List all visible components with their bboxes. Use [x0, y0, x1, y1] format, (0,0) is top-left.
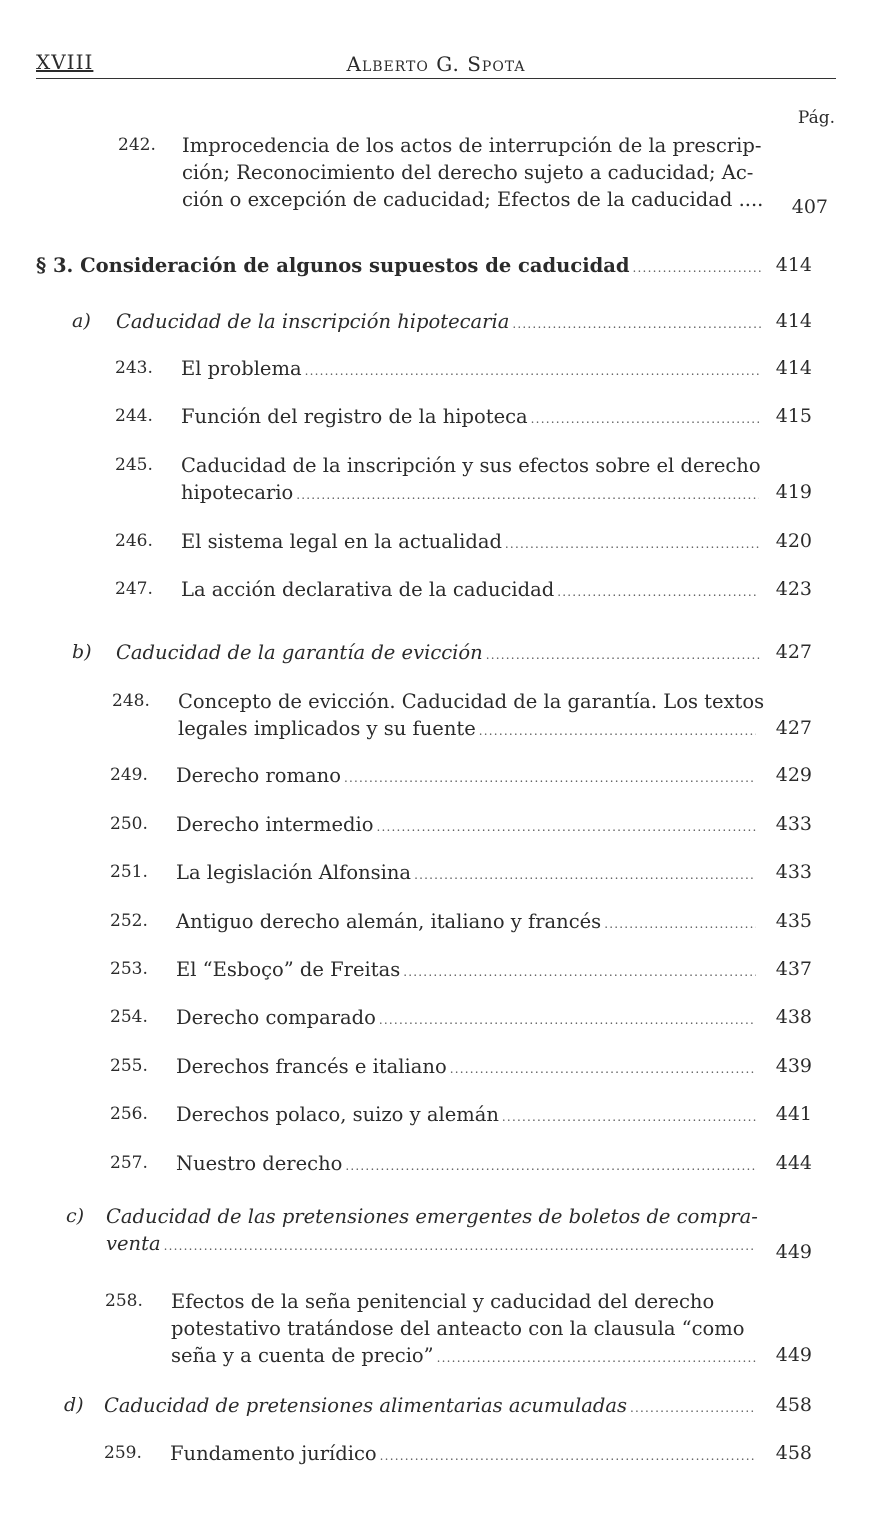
leader-dots: [630, 1395, 754, 1422]
entry-number: 255.: [110, 1056, 148, 1076]
entry-page: 458: [775, 1394, 812, 1416]
entry-line: Improcedencia de los actos de interrupción de la prescrip-: [182, 134, 762, 157]
entry-page: 449: [775, 1241, 812, 1263]
entry-title: Función del registro de la hipoteca: [181, 405, 528, 428]
entry-page: 441: [775, 1103, 812, 1125]
entry-page: 439: [775, 1055, 812, 1077]
entry-page: 429: [775, 764, 812, 786]
entry-title: El “Esboço” de Freitas: [176, 958, 401, 981]
leader-dots: [345, 1153, 756, 1180]
leader-dots: [379, 1007, 756, 1034]
entry-title: El problema: [181, 357, 302, 380]
entry-line: legales implicados y su fuente: [178, 717, 476, 740]
entry-title: Derecho intermedio: [176, 813, 374, 836]
entry-page: 437: [775, 958, 812, 980]
entry-line: Efectos de la seña penitencial y caducidad del derecho: [171, 1290, 715, 1313]
leader-dots: [450, 1056, 756, 1083]
entry-page: 435: [775, 910, 812, 932]
entry-page: 415: [775, 405, 812, 427]
section-title: § 3. Consideración de algunos supuestos de caducidad: [36, 254, 630, 277]
entry-letter: b): [72, 641, 92, 663]
leader-dots: [403, 959, 756, 986]
entry-title: El sistema legal en la actualidad: [181, 530, 502, 553]
entry-line: seña y a cuenta de precio”: [171, 1344, 434, 1367]
entry-title: Fundamento jurídico: [170, 1442, 377, 1465]
leader-dots: [604, 911, 756, 938]
leader-dots: [512, 311, 762, 338]
entry-title: Derecho romano: [176, 764, 341, 787]
entry-line: hipotecario: [181, 481, 294, 504]
leader-dots: [296, 482, 759, 509]
entry-number: 254.: [110, 1007, 148, 1027]
folio: XVIII: [36, 50, 94, 74]
leader-dots: [531, 406, 759, 433]
entry-letter: a): [72, 310, 91, 332]
entry-line: venta: [106, 1232, 161, 1255]
page-header: [36, 50, 836, 82]
leader-dots: [380, 1443, 756, 1470]
entry-title: Derechos francés e italiano: [176, 1055, 447, 1078]
leader-dots: [486, 642, 762, 669]
entry-page: 419: [775, 481, 812, 503]
entry-number: 259.: [104, 1443, 142, 1463]
entry-number: 245.: [115, 455, 153, 475]
entry-line: ción; Reconocimiento del derecho sujeto a caducidad; Ac-: [182, 161, 754, 184]
subsection-title: Caducidad de la inscripción hipotecaria: [116, 310, 510, 333]
leader-dots: [376, 814, 756, 841]
entry-number: 242.: [118, 135, 156, 155]
entry-page: 458: [775, 1442, 812, 1464]
entry-page: 423: [775, 578, 812, 600]
entry-title: Nuestro derecho: [176, 1152, 343, 1175]
entry-number: 249.: [110, 765, 148, 785]
entry-number: 247.: [115, 579, 153, 599]
entry-page: 420: [775, 530, 812, 552]
entry-page: 433: [775, 813, 812, 835]
entry-page: 449: [775, 1344, 812, 1366]
entry-page: 407: [791, 196, 828, 218]
entry-number: 244.: [115, 406, 153, 426]
subsection-title: Caducidad de pretensiones alimentarias acumuladas: [104, 1394, 627, 1417]
leader-dots: [633, 255, 762, 282]
entry-page: 414: [775, 310, 812, 332]
toc-section-3: [36, 252, 836, 282]
leader-dots: [414, 862, 756, 889]
entry-title: Antiguo derecho alemán, italiano y francés: [176, 910, 602, 933]
entry-number: 246.: [115, 531, 153, 551]
entry-title: Derechos polaco, suizo y alemán: [176, 1103, 499, 1126]
entry-line: potestativo tratándose del anteacto con la clausula “como: [171, 1317, 745, 1340]
page-column-label: Pág.: [797, 108, 835, 128]
entry-number: 250.: [110, 814, 148, 834]
entry-number: 251.: [110, 862, 148, 882]
running-head: Alberto G. Spota: [346, 52, 526, 76]
leader-dots: [437, 1345, 756, 1372]
entry-page: 444: [775, 1152, 812, 1174]
entry-title: Derecho comparado: [176, 1006, 376, 1029]
entry-page: 414: [775, 254, 812, 276]
entry-title: La acción declarativa de la caducidad: [181, 578, 555, 601]
leader-dots: [164, 1233, 754, 1260]
entry-number: 252.: [110, 911, 148, 931]
entry-letter: c): [66, 1205, 85, 1227]
entry-number: 257.: [110, 1153, 148, 1173]
entry-number: 253.: [110, 959, 148, 979]
leader-dots: [479, 718, 756, 745]
entry-line: ción o excepción de caducidad; Efectos de la caducidad ....: [182, 188, 764, 211]
entry-number: 256.: [110, 1104, 148, 1124]
leader-dots: [505, 531, 759, 558]
entry-page: 427: [775, 641, 812, 663]
entry-page: 414: [775, 357, 812, 379]
leader-dots: [502, 1104, 756, 1131]
header-rule: [36, 78, 836, 79]
entry-title: La legislación Alfonsina: [176, 861, 412, 884]
leader-dots: [344, 765, 756, 792]
leader-dots: [557, 579, 759, 606]
leader-dots: [305, 358, 759, 385]
entry-number: 243.: [115, 358, 153, 378]
entry-number: 258.: [105, 1291, 143, 1311]
entry-page: 427: [775, 717, 812, 739]
entry-page: 438: [775, 1006, 812, 1028]
entry-line: Concepto de evicción. Caducidad de la garantía. Los textos: [178, 690, 765, 713]
entry-number: 248.: [112, 691, 150, 711]
entry-line: Caducidad de las pretensiones emergentes de boletos de compra-: [106, 1205, 758, 1228]
entry-line: Caducidad de la inscripción y sus efectos sobre el derecho: [181, 454, 761, 477]
entry-letter: d): [64, 1394, 84, 1416]
entry-page: 433: [775, 861, 812, 883]
subsection-title: Caducidad de la garantía de evicción: [116, 641, 483, 664]
